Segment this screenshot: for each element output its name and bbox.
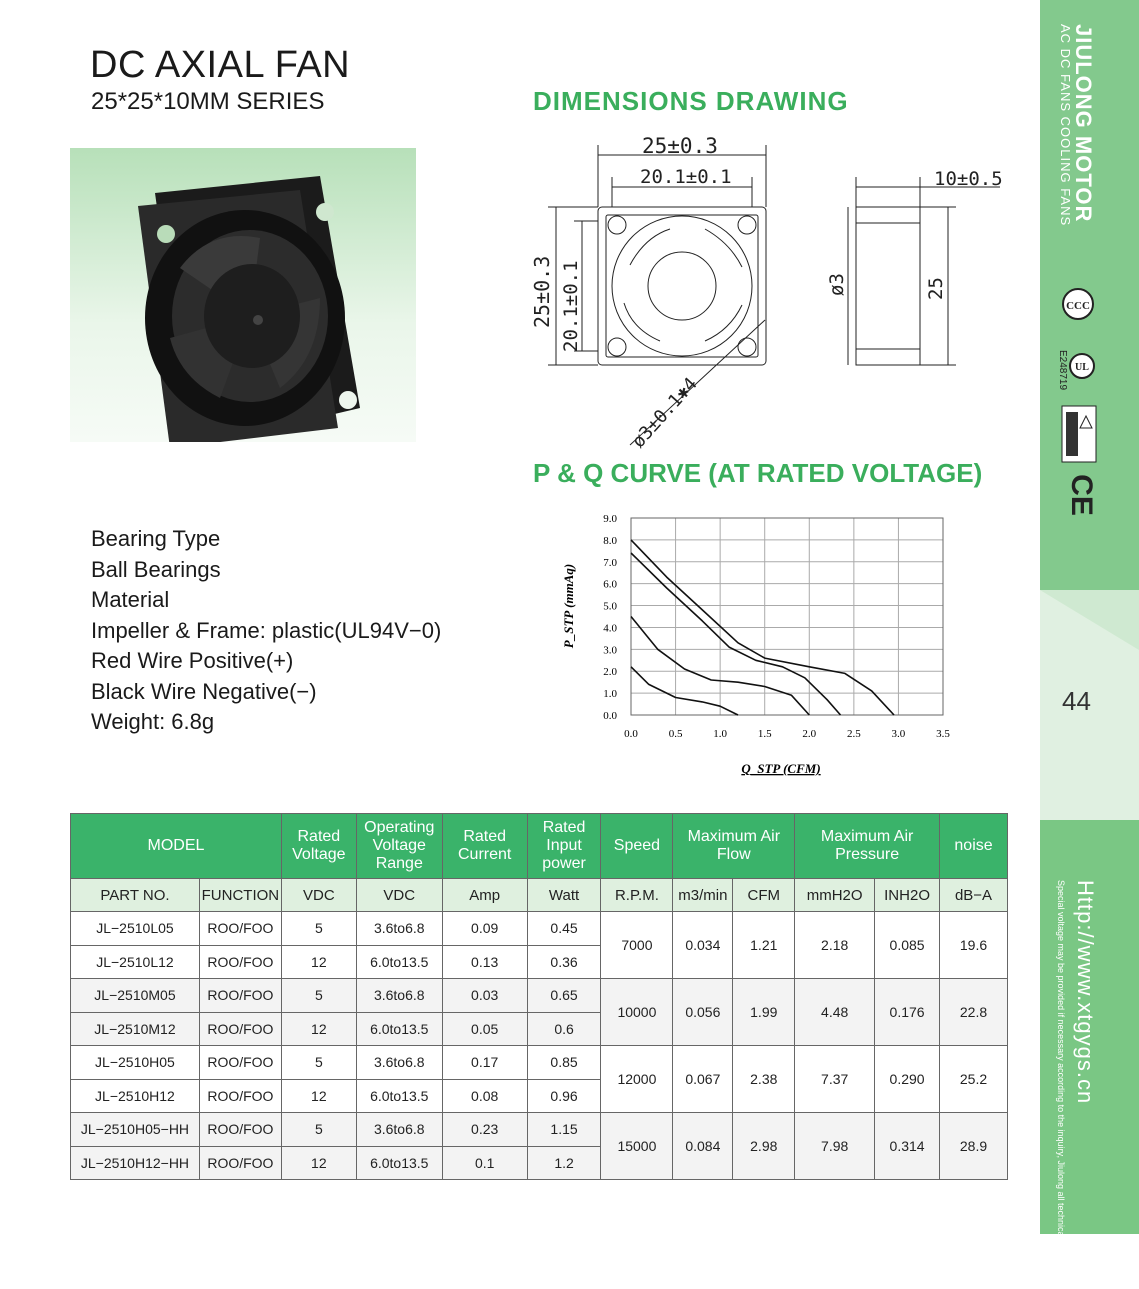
- th-rated-voltage: Rated Voltage: [281, 814, 356, 879]
- x-tick-label: 2.5: [846, 728, 861, 740]
- th-unit: FUNCTION: [199, 879, 281, 912]
- website-url[interactable]: Http://www.xtgygs.cn: [1073, 880, 1098, 1105]
- cell-inh2o: 0.176: [875, 979, 940, 1046]
- fan-illustration: [70, 148, 416, 442]
- cell-mmh2o: 4.48: [795, 979, 875, 1046]
- pq-chart: [545, 500, 965, 790]
- spec-item: Impeller & Frame: plastic(UL94V−0): [91, 617, 442, 643]
- ccc-icon: [1063, 289, 1093, 319]
- spec-item: Material: [91, 587, 170, 612]
- th-unit: m3/min: [673, 879, 733, 912]
- y-tick-label: 2.0: [603, 666, 617, 679]
- th-max-air-pressure: Maximum Air Pressure: [795, 814, 940, 879]
- cell-function: ROO/FOO: [199, 1146, 281, 1180]
- x-tick-label: 3.0: [891, 728, 906, 740]
- cell-watt: 1.2: [527, 1146, 601, 1180]
- cell-watt: 0.85: [527, 1046, 601, 1080]
- cell-mmh2o: 7.37: [795, 1046, 875, 1113]
- svg-text:UL: UL: [1075, 362, 1089, 373]
- th-unit: mmH2O: [795, 879, 875, 912]
- cell-vdc: 5: [281, 979, 356, 1013]
- th-rated-input-power: Rated Input power: [527, 814, 601, 879]
- th-max-air-flow: Maximum Air Flow: [673, 814, 795, 879]
- cell-cfm: 2.38: [733, 1046, 795, 1113]
- cell-watt: 0.65: [527, 979, 601, 1013]
- x-tick-label: 3.5: [936, 728, 950, 740]
- cell-range: 3.6to6.8: [356, 1046, 442, 1080]
- cell-amp: 0.08: [442, 1079, 527, 1113]
- cell-dba: 19.6: [940, 912, 1008, 979]
- cell-range: 3.6to6.8: [356, 1113, 442, 1147]
- cell-amp: 0.1: [442, 1146, 527, 1180]
- dim-outer-height: 25±0.3: [530, 255, 554, 328]
- pq-curve-title: P & Q CURVE (AT RATED VOLTAGE): [533, 458, 983, 488]
- cell-cfm: 1.99: [733, 979, 795, 1046]
- cell-dba: 25.2: [940, 1046, 1008, 1113]
- dimensions-title: DIMENSIONS DRAWING: [533, 86, 849, 116]
- th-operating-voltage: Operating Voltage Range: [356, 814, 442, 879]
- cell-range: 3.6to6.8: [356, 912, 442, 946]
- cell-inh2o: 0.314: [875, 1113, 940, 1180]
- cell-dba: 28.9: [940, 1113, 1008, 1180]
- cell-range: 6.0to13.5: [356, 945, 442, 979]
- front-frame: [598, 207, 766, 365]
- x-tick-label: 2.0: [802, 728, 817, 740]
- spec-item: Black Wire Negative(−): [91, 678, 317, 704]
- cell-cfm: 1.21: [733, 912, 795, 979]
- cell-inh2o: 0.085: [875, 912, 940, 979]
- cell-rpm: 12000: [601, 1046, 673, 1113]
- th-unit: INH2O: [875, 879, 940, 912]
- x-tick-label: 0.0: [624, 728, 638, 740]
- pq-curve-1: [631, 667, 738, 715]
- cell-part: JL−2510L12: [71, 945, 200, 979]
- cell-rpm: 15000: [601, 1113, 673, 1180]
- cell-watt: 0.6: [527, 1012, 601, 1046]
- cell-cfm: 2.98: [733, 1113, 795, 1180]
- cell-range: 6.0to13.5: [356, 1012, 442, 1046]
- cell-rpm: 7000: [601, 912, 673, 979]
- page-title: DC AXIAL FAN: [90, 44, 351, 86]
- brand-subtitle: AC DC FANS COOLING FANS: [1058, 24, 1073, 227]
- cell-vdc: 5: [281, 1113, 356, 1147]
- spec-list: [91, 524, 441, 738]
- page-number: 44: [1062, 686, 1091, 716]
- x-tick-label: 1.0: [713, 728, 728, 740]
- dim-outer-width: 25±0.3: [642, 134, 718, 158]
- cell-part: JL−2510L05: [71, 912, 200, 946]
- safety-label-icon: [1062, 406, 1096, 462]
- brand-name: JIULONG MOTOR: [1071, 24, 1096, 223]
- cell-function: ROO/FOO: [199, 1079, 281, 1113]
- ul-file-number: E248719: [1057, 350, 1068, 391]
- y-tick-label: 9.0: [603, 513, 617, 525]
- th-unit: VDC: [281, 879, 356, 912]
- cell-m3min: 0.056: [673, 979, 733, 1046]
- cell-inh2o: 0.290: [875, 1046, 940, 1113]
- cell-part: JL−2510H05: [71, 1046, 200, 1080]
- y-tick-label: 1.0: [603, 688, 617, 701]
- cell-m3min: 0.084: [673, 1113, 733, 1180]
- cell-mmh2o: 2.18: [795, 912, 875, 979]
- cell-watt: 0.96: [527, 1079, 601, 1113]
- cell-m3min: 0.067: [673, 1046, 733, 1113]
- cell-vdc: 12: [281, 1079, 356, 1113]
- th-unit: R.P.M.: [601, 879, 673, 912]
- th-rated-current: Rated Current: [442, 814, 527, 879]
- fan-opening: [612, 216, 752, 356]
- cell-part: JL−2510M05: [71, 979, 200, 1013]
- cell-amp: 0.09: [442, 912, 527, 946]
- y-tick-label: 0.0: [603, 710, 617, 722]
- cell-watt: 0.36: [527, 945, 601, 979]
- cell-watt: 0.45: [527, 912, 601, 946]
- cell-function: ROO/FOO: [199, 1012, 281, 1046]
- cell-amp: 0.13: [442, 945, 527, 979]
- dim-thickness: 10±0.5: [934, 168, 1003, 190]
- cell-watt: 1.15: [527, 1113, 601, 1147]
- cell-amp: 0.05: [442, 1012, 527, 1046]
- cell-range: 3.6to6.8: [356, 979, 442, 1013]
- x-tick-label: 1.5: [757, 728, 772, 740]
- y-tick-label: 6.0: [603, 578, 617, 591]
- cell-vdc: 12: [281, 1146, 356, 1180]
- url-note: Special voltage may be provided if necessary according to the inquiry, Jiulong all technical modification: [1056, 880, 1066, 1289]
- cell-vdc: 12: [281, 945, 356, 979]
- plot-area: [631, 518, 943, 715]
- cell-function: ROO/FOO: [199, 979, 281, 1013]
- cell-part: JL−2510H12−HH: [71, 1146, 200, 1180]
- table-row: [71, 912, 1008, 946]
- cell-range: 6.0to13.5: [356, 1146, 442, 1180]
- y-tick-label: 5.0: [603, 600, 617, 613]
- cell-function: ROO/FOO: [199, 912, 281, 946]
- cell-part: JL−2510H12: [71, 1079, 200, 1113]
- side-frame: [856, 207, 920, 365]
- y-tick-label: 7.0: [603, 556, 617, 569]
- y-tick-label: 4.0: [603, 622, 617, 635]
- th-unit: VDC: [356, 879, 442, 912]
- page-subtitle: 25*25*10MM SERIES: [91, 88, 325, 115]
- y-tick-label: 3.0: [603, 644, 617, 657]
- spec-table: [70, 813, 1008, 1180]
- dim-inner-width: 20.1±0.1: [640, 166, 732, 188]
- dim-inner-height: 20.1±0.1: [560, 260, 582, 352]
- cell-vdc: 12: [281, 1012, 356, 1046]
- cell-function: ROO/FOO: [199, 945, 281, 979]
- th-speed: Speed: [601, 814, 673, 879]
- cell-mmh2o: 7.98: [795, 1113, 875, 1180]
- spec-item: Weight: 6.8g: [91, 709, 215, 734]
- table-row: [71, 979, 1008, 1013]
- spec-item: Bearing Type: [91, 526, 221, 551]
- th-unit: CFM: [733, 879, 795, 912]
- x-axis-label: Q_STP (CFM): [741, 761, 821, 776]
- y-axis-label: P_STP (mmAq): [561, 563, 576, 649]
- ce-mark: CE: [1064, 474, 1098, 516]
- table-row: [71, 1113, 1008, 1147]
- dim-side-hole: ø3: [826, 273, 848, 296]
- cell-vdc: 5: [281, 1046, 356, 1080]
- th-unit: PART NO.: [71, 879, 200, 912]
- th-unit: Amp: [442, 879, 527, 912]
- ul-icon: [1070, 354, 1094, 378]
- spec-item: Ball Bearings: [91, 556, 221, 582]
- y-tick-label: 8.0: [603, 534, 617, 547]
- cell-m3min: 0.034: [673, 912, 733, 979]
- cell-function: ROO/FOO: [199, 1046, 281, 1080]
- cell-range: 6.0to13.5: [356, 1079, 442, 1113]
- cell-amp: 0.03: [442, 979, 527, 1013]
- dim-side-height: 25: [925, 277, 947, 300]
- dim-hole: ø3±0.1✱4: [628, 373, 702, 453]
- cell-part: JL−2510H05−HH: [71, 1113, 200, 1147]
- svg-text:CCC: CCC: [1066, 300, 1090, 312]
- product-photo: [70, 148, 416, 442]
- th-unit: Watt: [527, 879, 601, 912]
- th-unit: dB−A: [940, 879, 1008, 912]
- cell-function: ROO/FOO: [199, 1113, 281, 1147]
- cell-amp: 0.17: [442, 1046, 527, 1080]
- cell-vdc: 5: [281, 912, 356, 946]
- cell-rpm: 10000: [601, 979, 673, 1046]
- table-row: [71, 1046, 1008, 1080]
- cell-amp: 0.23: [442, 1113, 527, 1147]
- cell-part: JL−2510M12: [71, 1012, 200, 1046]
- cell-dba: 22.8: [940, 979, 1008, 1046]
- spec-item: Red Wire Positive(+): [91, 648, 294, 673]
- th-noise: noise: [940, 814, 1008, 879]
- th-model: MODEL: [71, 814, 282, 879]
- x-tick-label: 0.5: [668, 728, 683, 740]
